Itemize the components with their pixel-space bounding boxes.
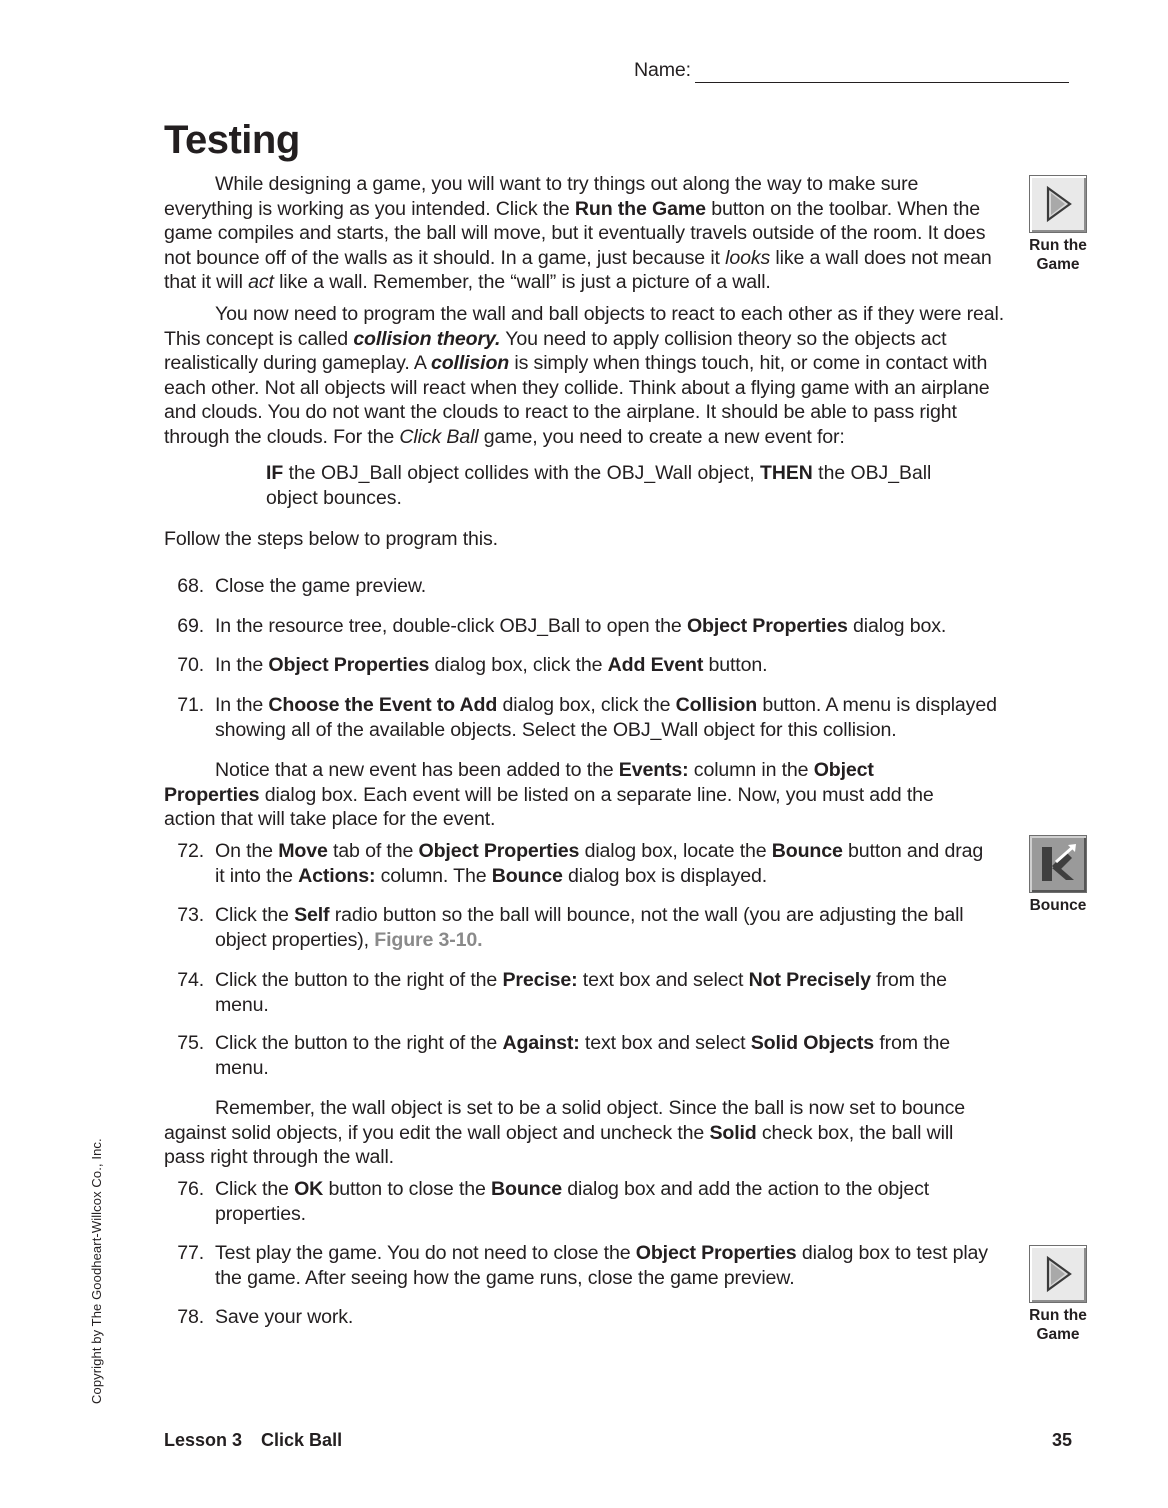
step-78: 78. Save your work. [177, 1306, 354, 1328]
step-73: 73. Click the Self radio button so the ball will bounce, not the wall (you are adjusting the ball object properties), Figure 3-10. [177, 904, 964, 951]
figure-reference: Figure 3-10. [374, 928, 483, 951]
bounce-arrow-icon [1036, 842, 1080, 886]
step-70: 70. In the Object Properties dialog box, click the Add Event button. [177, 654, 768, 676]
follow-steps-text: Follow the steps below to program this. [164, 528, 498, 550]
name-blank-line [695, 62, 1069, 83]
step-69: 69. In the resource tree, double-click OBJ_Ball to open the Object Properties dialog box. [177, 615, 947, 637]
run-game-button-image [1029, 175, 1087, 233]
bounce-button-image [1029, 835, 1087, 893]
step-68: 68. Close the game preview. [177, 575, 427, 597]
if-then-statement: IF the OBJ_Ball object collides with the OBJ_Wall object, THEN the OBJ_Ball object bounces. [266, 462, 932, 509]
page-title: Testing [164, 118, 300, 162]
play-triangle-icon [1041, 1254, 1075, 1294]
intro-paragraph-1: While designing a game, you will want to try things out along the way to make sure everything is working as you intended. Click the Run the Game button on the toolbar. When the game compiles and starts, the ball will move, but it eventually travels outside of the room. It does not bounce off of the walls as it should. In a game, just because it looks like a wall does not mean that it will act like a wall. Remember, the “wall” is just a picture of a wall. [164, 173, 992, 293]
step-75: 75. Click the button to the right of the Against: text box and select Solid Objects from the menu. [177, 1032, 950, 1079]
run-game-button-image-2 [1029, 1245, 1087, 1303]
copyright-notice: Copyright by The Goodheart-Willcox Co., Inc. [89, 1138, 104, 1404]
run-game-sidebar-2 [1018, 1245, 1098, 1344]
note-events-column: Notice that a new event has been added to the Events: column in the Object Properties dialog box. Each event will be listed on a separate line. Now, you must add the action that will take place for the event. [164, 759, 934, 830]
name-field [634, 58, 1069, 83]
footer-lesson: Lesson 3 Click Ball [164, 1430, 343, 1450]
bounce-sidebar [1018, 835, 1098, 916]
page-number: 35 [1051, 1430, 1072, 1450]
step-76: 76. Click the OK button to close the Bounce dialog box and add the action to the object properties. [177, 1178, 930, 1225]
step-71: 71. In the Choose the Event to Add dialog box, click the Collision button. A menu is displayed showing all of the available objects. Select the OBJ_Wall object for this collision. [177, 694, 997, 741]
note-solid-object: Remember, the wall object is set to be a solid object. Since the ball is now set to bounce against solid objects, if you edit the wall object and uncheck the Solid check box, the ball will pass right through the wall. [164, 1097, 965, 1168]
run-game-caption: Run the Game [1029, 237, 1087, 273]
name-label: Name: [634, 59, 691, 81]
run-game-sidebar [1018, 175, 1098, 274]
step-72: 72. On the Move tab of the Object Properties dialog box, locate the Bounce button and drag it into the Actions: column. The Bounce dialog box is displayed. [177, 840, 984, 887]
intro-paragraph-2: You now need to program the wall and ball objects to react to each other as if they were real. This concept is called collision theory. You need to apply collision theory so the objects act realistically during gameplay. A collision is simply when things touch, hit, or come in contact with each other. Not all objects will react when they collide. Think about a flying game with an airplane and clouds. You do not want the clouds to react to the airplane. It should be able to pass right through the clouds. For the Click Ball game, you need to create a new event for: [164, 303, 1004, 448]
bounce-caption: Bounce [1029, 897, 1087, 914]
run-game-caption-2: Run the Game [1029, 1307, 1087, 1343]
step-74: 74. Click the button to the right of the Precise: text box and select Not Precisely from the menu. [177, 969, 947, 1016]
step-77: 77. Test play the game. You do not need to close the Object Properties dialog box to test play the game. After seeing how the game runs, close the game preview. [177, 1242, 988, 1289]
play-triangle-icon [1041, 184, 1075, 224]
